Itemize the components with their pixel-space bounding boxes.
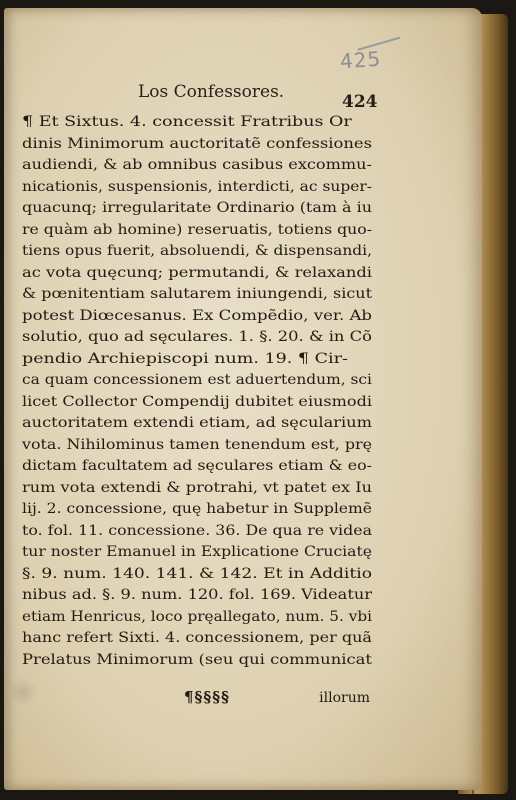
text-line: auctoritatem extendi etiam, ad sęcularium [22, 415, 372, 431]
catchword-row [184, 688, 370, 710]
text-line: dictam facultatem ad sęculares etiam & eo- [22, 458, 372, 474]
signature-mark: ¶§§§§ [184, 688, 230, 706]
text-line: potest Diœcesanus. Ex Compẽdio, ver. Ab [22, 307, 372, 324]
text-line: tiens opus fuerit, absoluendi, & dispensandi, [22, 243, 372, 259]
text-line: hanc refert Sixti. 4. concessionem, per quã [22, 630, 372, 646]
text-line: solutio, quo ad sęculares. 1. §. 20. & in Cõ [22, 329, 372, 345]
text-line: & pœnitentiam salutarem iniungendi, sicut [22, 286, 372, 302]
text-line: etiam Henricus, loco pręallegato, num. 5. vbi [22, 608, 372, 625]
text-line: ¶ Et Sixtus. 4. concessit Fratribus Or [22, 114, 352, 130]
text-line: nicationis, suspensionis, interdicti, ac super- [22, 178, 373, 195]
body-text [22, 112, 372, 671]
text-line: licet Collector Compendij dubitet eiusmodi [22, 393, 372, 410]
text-line: Prelatus Minimorum (seu qui communicat [22, 651, 372, 668]
text-line: rum vota extendi & protrahi, vt patet ex Iu [22, 479, 372, 496]
shelf-mark: 425 [339, 46, 382, 74]
text-line: audiendi, & ab omnibus casibus excommu- [22, 157, 372, 173]
text-line: vota. Nihilominus tamen tenendum est, prę [22, 436, 372, 453]
text-line: dinis Minimorum auctoritatẽ confessiones [22, 135, 372, 152]
text-line: §. 9. num. 140. 141. & 142. Et in Additio [22, 565, 372, 582]
page-number: 424 [342, 92, 378, 112]
text-line: ac vota quęcunq; permutandi, & relaxandi [22, 264, 372, 281]
page-sheet [4, 8, 482, 790]
paper-stain [8, 678, 38, 706]
text-line: nibus ad. §. 9. num. 120. fol. 169. Videatur [22, 587, 372, 603]
text-line: ca quam concessionem est aduertendum, sci [22, 372, 372, 388]
text-line: tur noster Emanuel in Explicatione Cruciatę [22, 544, 372, 560]
text-line: pendio Archiepiscopi num. 19. ¶ Cir- [22, 350, 348, 367]
text-line: re quàm ab homine) reseruatis, totiens quo- [22, 221, 372, 238]
catchword: illorum [319, 690, 370, 706]
text-line: quacunq; irregularitate Ordinario (tam à iu [22, 200, 372, 216]
running-head: Los Confessores. [138, 82, 285, 102]
text-line: lij. 2. concessione, quę habetur in Supplemẽ [22, 501, 372, 517]
text-line: to. fol. 11. concessione. 36. De qua re videa [22, 522, 372, 539]
